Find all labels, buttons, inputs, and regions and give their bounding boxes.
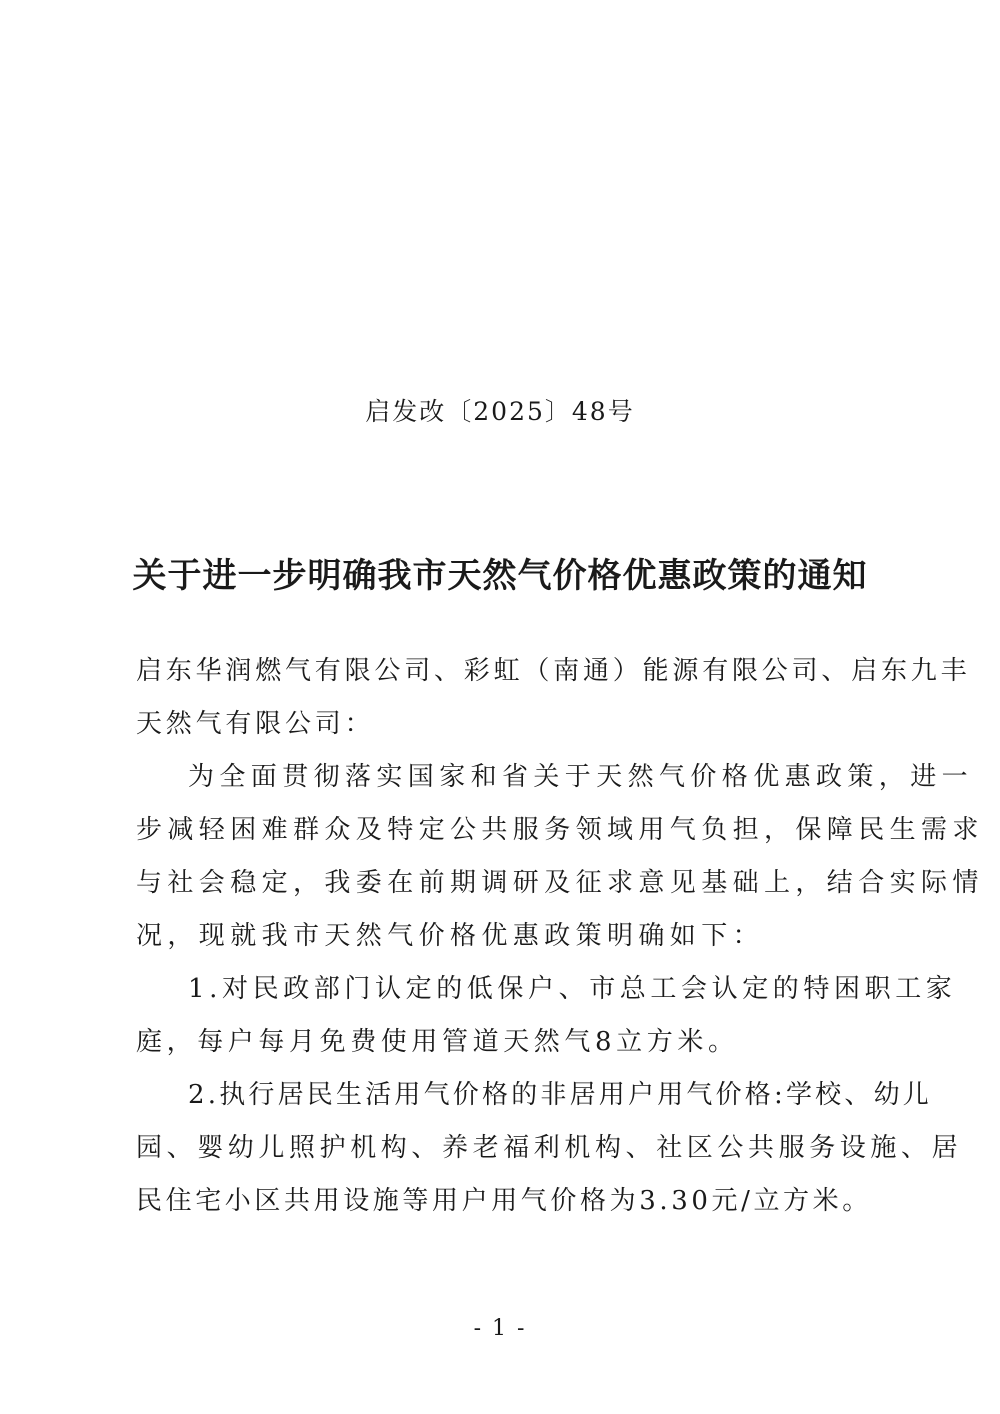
addressee-line: 启东华润燃气有限公司、彩虹（南通）能源有限公司、启东九丰: [136, 656, 971, 686]
paragraph-line: 况，现就我市天然气价格优惠政策明确如下：: [136, 921, 765, 951]
document-title: 关于进一步明确我市天然气价格优惠政策的通知: [132, 556, 868, 596]
paragraph-line: 民住宅小区共用设施等用户用气价格为3.30元/立方米。: [136, 1186, 872, 1216]
page-number: - 1 -: [473, 1316, 527, 1341]
paragraph-line: 2.执行居民生活用气价格的非居用户用气价格:学校、幼儿: [188, 1080, 932, 1110]
paragraph-line: 与社会稳定，我委在前期调研及征求意见基础上，结合实际情: [136, 868, 984, 898]
paragraph-line: 1.对民政部门认定的低保户、市总工会认定的特困职工家: [188, 974, 957, 1004]
addressee-line: 天然气有限公司：: [136, 709, 375, 739]
paragraph-line: 庭，每户每月免费使用管道天然气8立方米。: [136, 1027, 739, 1057]
paragraph-line: 步减轻困难群众及特定公共服务领域用气负担，保障民生需求: [136, 815, 984, 845]
document-number: 启发改〔2025〕48号: [365, 397, 635, 426]
paragraph-line: 为全面贯彻落实国家和省关于天然气价格优惠政策，进一: [188, 762, 974, 792]
paragraph-line: 园、婴幼儿照护机构、养老福利机构、社区公共服务设施、居: [136, 1133, 963, 1163]
